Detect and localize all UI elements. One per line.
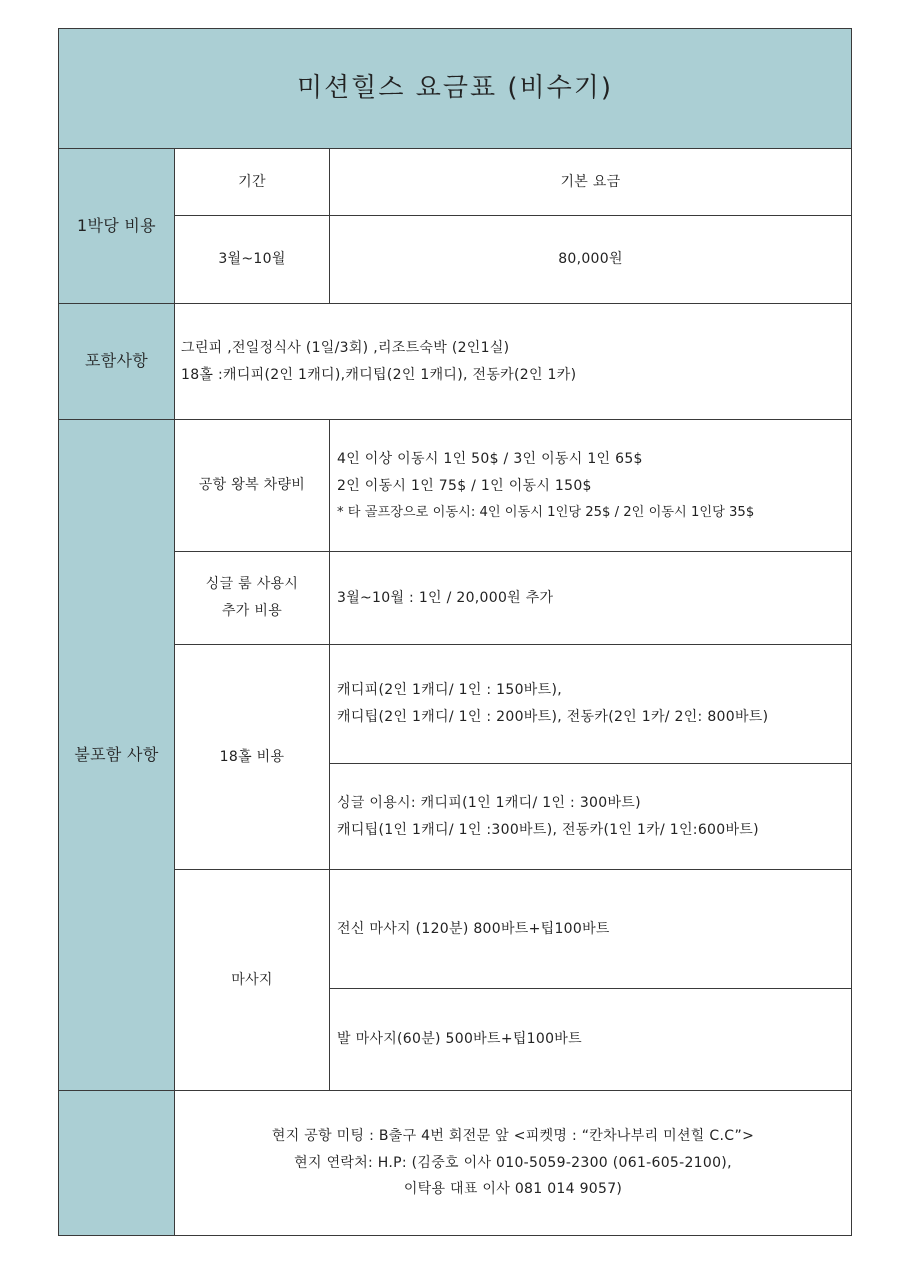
period-header: 기간 — [174, 148, 330, 216]
table-title: 미션힐스 요금표 (비수기) — [58, 28, 852, 149]
footer-line: 현지 공항 미팅 : B출구 4번 회전문 앞 <피켓명 : “칸차나부리 미션힐 C.C”> — [271, 1128, 755, 1145]
airport-transfer-label: 공항 왕복 차량비 — [174, 419, 330, 552]
single-room-label-line: 싱글 룸 사용시 — [205, 576, 299, 593]
single-room-label-line: 추가 비용 — [221, 603, 283, 619]
single-room-value: 3월~10월 : 1인 / 20,000원 추가 — [329, 551, 852, 645]
included-line: 그린피 ,전일정식사 (1일/3회) ,리조트숙박 (2인1실) — [181, 339, 510, 356]
holes18-label: 18홀 비용 — [174, 644, 330, 870]
included-line: 18홀 :캐디피(2인 1캐디),캐디팁(2인 1캐디), 전동카(2인 1카) — [181, 366, 577, 383]
massage-row-1: 전신 마사지 (120분) 800바트+팁100바트 — [329, 869, 852, 989]
single-room-label — [174, 551, 330, 645]
footer-contact — [174, 1090, 852, 1236]
holes18-line: 캐디팁(2인 1캐디/ 1인 : 200바트), 전동카(2인 1카/ 2인: 800바트) — [337, 709, 769, 725]
holes18-line: 캐디팁(1인 1캐디/ 1인 :300바트), 전동카(1인 1카/ 1인:600바트) — [337, 821, 759, 838]
airport-line: 2인 이동시 1인 75$ / 1인 이동시 150$ — [337, 477, 592, 494]
fee-value: 80,000원 — [329, 215, 852, 304]
footer-line: 현지 연락처: H.P: (김중호 이사 010-5059-2300 (061-605-2100), — [294, 1154, 732, 1171]
holes18-line: 싱글 이용시: 캐디피(1인 1캐디/ 1인 : 300바트) — [337, 794, 641, 811]
included-label: 포함사항 — [58, 303, 175, 420]
per-night-label: 1박당 비용 — [58, 148, 175, 304]
airport-line: * 타 골프장으로 이동시: 4인 이동시 1인당 25$ / 2인 이동시 1인당 35$ — [337, 504, 755, 520]
period-value: 3월~10월 — [174, 215, 330, 304]
fee-header: 기본 요금 — [329, 148, 852, 216]
massage-label: 마사지 — [174, 869, 330, 1091]
holes18-row-2 — [329, 763, 852, 870]
rate-table — [58, 28, 852, 1236]
massage-row-2: 발 마사지(60분) 500바트+팁100바트 — [329, 988, 852, 1091]
holes18-line: 캐디피(2인 1캐디/ 1인 : 150바트), — [337, 682, 562, 699]
excluded-label: 불포함 사항 — [58, 419, 175, 1091]
footer-line: 이탁용 대표 이사 081 014 9057) — [403, 1181, 623, 1198]
included-details — [174, 303, 852, 420]
footer-label-cell — [58, 1090, 175, 1236]
holes18-row-1 — [329, 644, 852, 764]
airport-line: 4인 이상 이동시 1인 50$ / 3인 이동시 1인 65$ — [337, 451, 643, 468]
airport-transfer-details — [329, 419, 852, 552]
